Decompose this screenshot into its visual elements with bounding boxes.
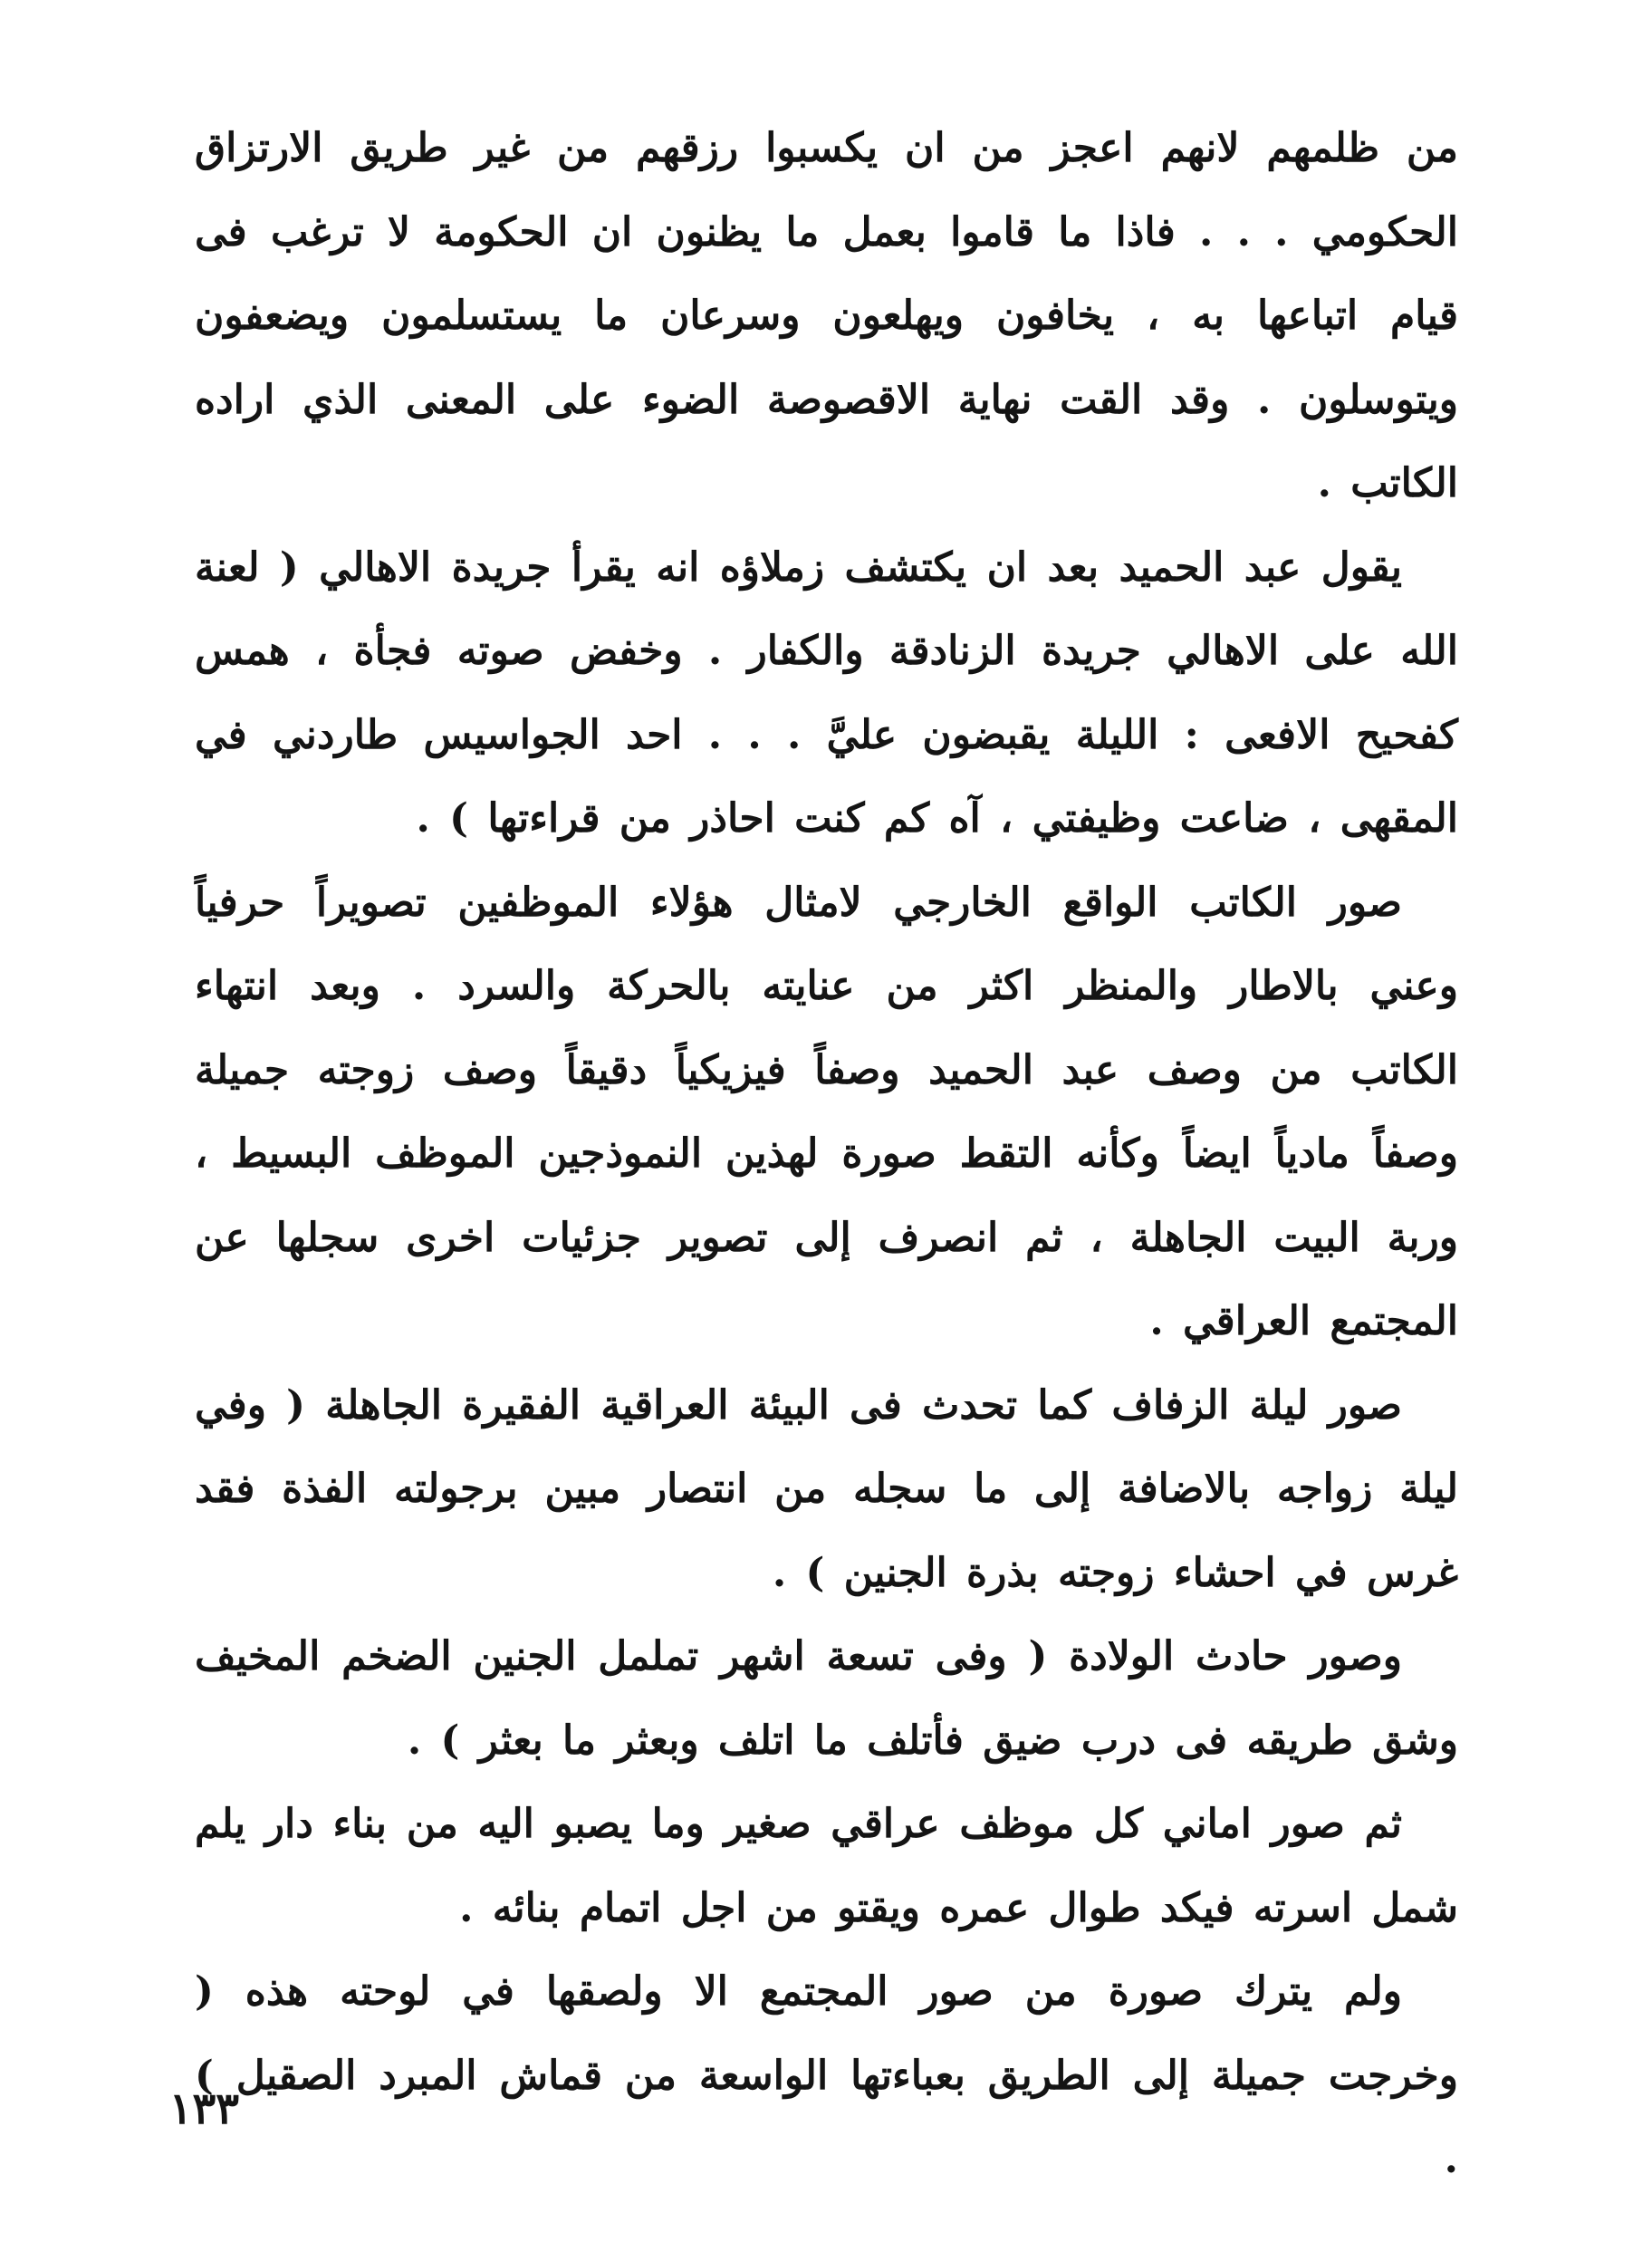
paragraph-2: يقول عبد الحميد بعد ان يكتشف زملاؤه انه يقرأ جريدة الاهالي ( لعنة الله على الاهالي جريدة الزنادقة والكفار . وخفض صوته فجأة ، همس كفحيح الافعى : الليلة يقبضون عليَّ . . . احد الجواسيس طاردني في المقهى ، ضاعت وظيفتي ، آه كم كنت احاذر من قراءتها ) .	[195, 544, 1458, 842]
paragraph-7: ولم يترك صورة من صور المجتمع الا ولصقها في لوحته هذه ( وخرجت جميلة إلى الطريق بعباءتها الواسعة من قماش المبرد الصقيل ) .	[195, 1968, 1458, 2182]
paragraph-5: وصور حادث الولادة ( وفى تسعة اشهر تململ الجنين الضخم المخيف وشق طريقه فى درب ضيق فأتلف ما اتلف وبعثر ما بعثر ) .	[195, 1633, 1458, 1764]
paragraph-3: صور الكاتب الواقع الخارجي لامثال هؤلاء الموظفين تصويراً حرفياً وعني بالاطار والمنظر اكثر من عنايته بالحركة والسرد . وبعد انتهاء الكاتب من وصف عبد الحميد وصفاً فيزيكياً دقيقاً وصف زوجته جميلة وصفاً مادياً ايضاً وكأنه التقط صورة لهذين النموذجين الموظف البسيط ، وربة البيت الجاهلة ، ثم انصرف إلى تصوير جزئيات اخرى سجلها عن المجتمع العراقي .	[195, 879, 1458, 1344]
paragraph-4: صور ليلة الزفاف كما تحدث فى البيئة العراقية الفقيرة الجاهلة ( وفي ليلة زواجه بالاضافة إلى ما سجله من انتصار مبين برجولته الفذة فقد غرس في احشاء زوجته بذرة الجنين ) .	[195, 1381, 1458, 1596]
page-number: ١٣٣	[168, 2083, 239, 2134]
paragraph-1: من ظلمهم لانهم اعجز من ان يكسبوا رزقهم من غير طريق الارتزاق الحكومي . . . فاذا ما قاموا بعمل ما يظنون ان الحكومة لا ترغب فى قيام اتباعها به ، يخافون ويهلعون وسرعان ما يستسلمون ويضعفون ويتوسلون . وقد القت نهاية الاقصوصة الضوء على المعنى الذي اراده الكاتب .	[195, 125, 1458, 506]
paragraph-6: ثم صور اماني كل موظف عراقي صغير وما يصبو اليه من بناء دار يلم شمل اسرته فيكد طوال عمره ويقتو من اجل اتمام بنائه .	[195, 1801, 1458, 1931]
body-text	[195, 107, 1458, 2202]
